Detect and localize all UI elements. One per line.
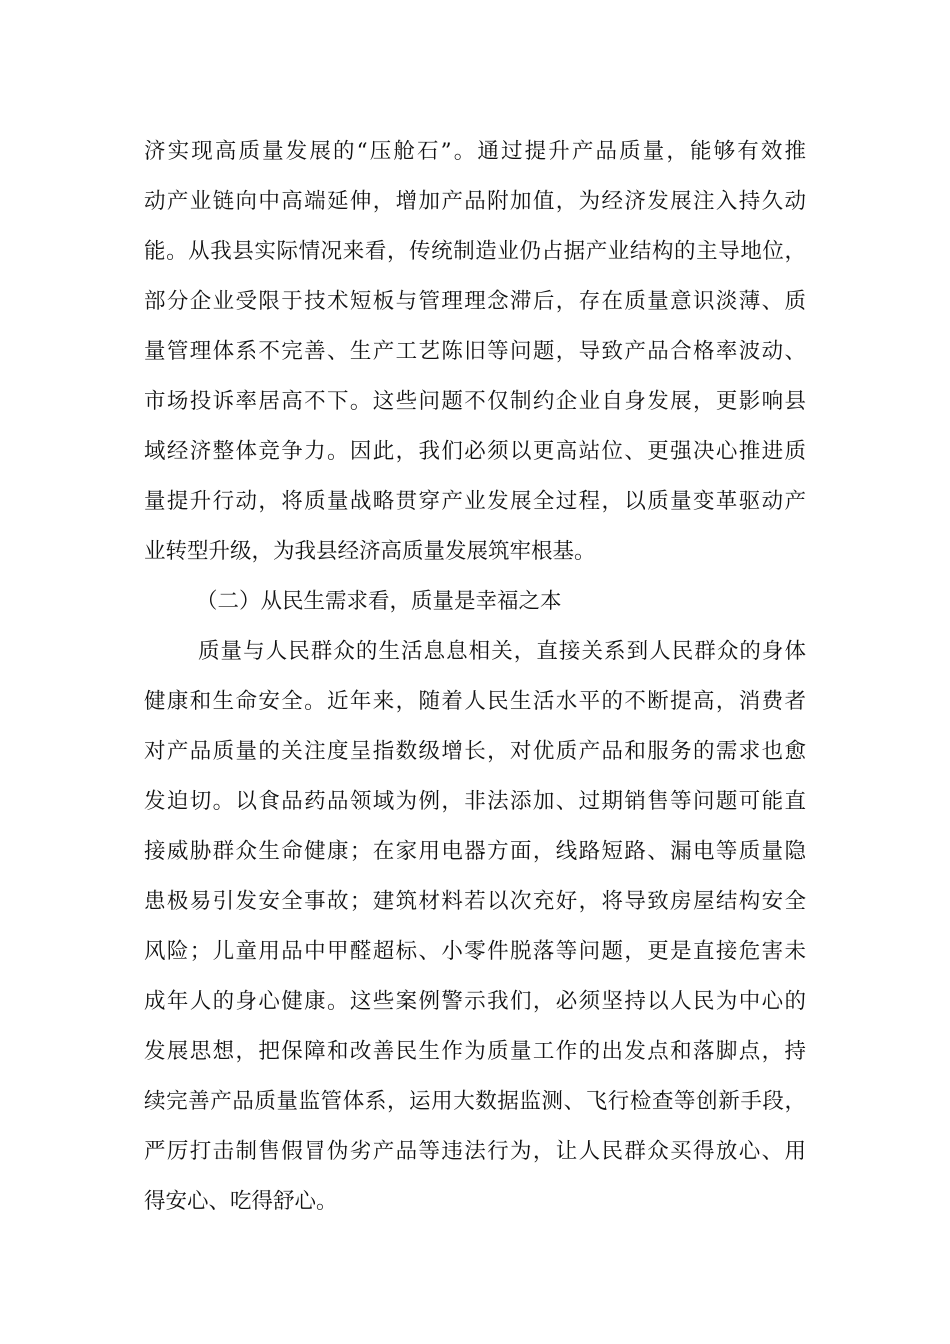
paragraph-2-line-5: 接威胁群众生命健康；在家用电器方面，线路短路、漏电等质量隐 (144, 839, 806, 864)
paragraph-2-line-10: 续完善产品质量监管体系，运用大数据监测、飞行检查等创新手段， (144, 1089, 806, 1114)
paragraph-2-line-7: 风险；儿童用品中甲醛超标、小零件脱落等问题，更是直接危害未 (144, 939, 806, 964)
paragraph-2-line-9: 发展思想，把保障和改善民生作为质量工作的出发点和落脚点，持 (144, 1039, 806, 1064)
paragraph-2-line-12: 得安心、吃得舒心。 (144, 1189, 338, 1214)
paragraph-1-line-8: 量提升行动，将质量战略贯穿产业发展全过程，以质量变革驱动产 (144, 489, 806, 514)
paragraph-1-line-7: 域经济整体竞争力。因此，我们必须以更高站位、更强决心推进质 (144, 439, 806, 464)
paragraph-1-line-3: 能。从我县实际情况来看，传统制造业仍占据产业结构的主导地位， (144, 239, 806, 264)
paragraph-1-line-1: 济实现高质量发展的“压舱石”。通过提升产品质量，能够有效推 (144, 139, 806, 164)
paragraph-2-line-4: 发迫切。以食品药品领域为例，非法添加、过期销售等问题可能直 (144, 789, 806, 814)
paragraph-1-line-5: 量管理体系不完善、生产工艺陈旧等问题，导致产品合格率波动、 (144, 339, 806, 364)
paragraph-2-line-3: 对产品质量的关注度呈指数级增长，对优质产品和服务的需求也愈 (144, 739, 806, 764)
paragraph-1-line-2: 动产业链向中高端延伸，增加产品附加值，为经济发展注入持久动 (144, 189, 806, 214)
paragraph-2-line-6: 患极易引发安全事故；建筑材料若以次充好，将导致房屋结构安全 (144, 889, 806, 914)
paragraph-1-line-4: 部分企业受限于技术短板与管理理念滞后，存在质量意识淡薄、质 (144, 289, 806, 314)
paragraph-2-line-2: 健康和生命安全。近年来，随着人民生活水平的不断提高，消费者 (144, 689, 806, 714)
paragraph-1-line-9: 业转型升级，为我县经济高质量发展筑牢根基。 (144, 539, 596, 564)
paragraph-2-line-11: 严厉打击制售假冒伪劣产品等违法行为，让人民群众买得放心、用 (144, 1139, 806, 1164)
paragraph-2-line-8: 成年人的身心健康。这些案例警示我们，必须坚持以人民为中心的 (144, 989, 806, 1014)
paragraph-2-line-1: 质量与人民群众的生活息息相关，直接关系到人民群众的身体 (198, 639, 806, 664)
section-heading: （二）从民生需求看，质量是幸福之本 (196, 589, 562, 614)
paragraph-1-line-6: 市场投诉率居高不下。这些问题不仅制约企业自身发展，更影响县 (144, 389, 806, 414)
